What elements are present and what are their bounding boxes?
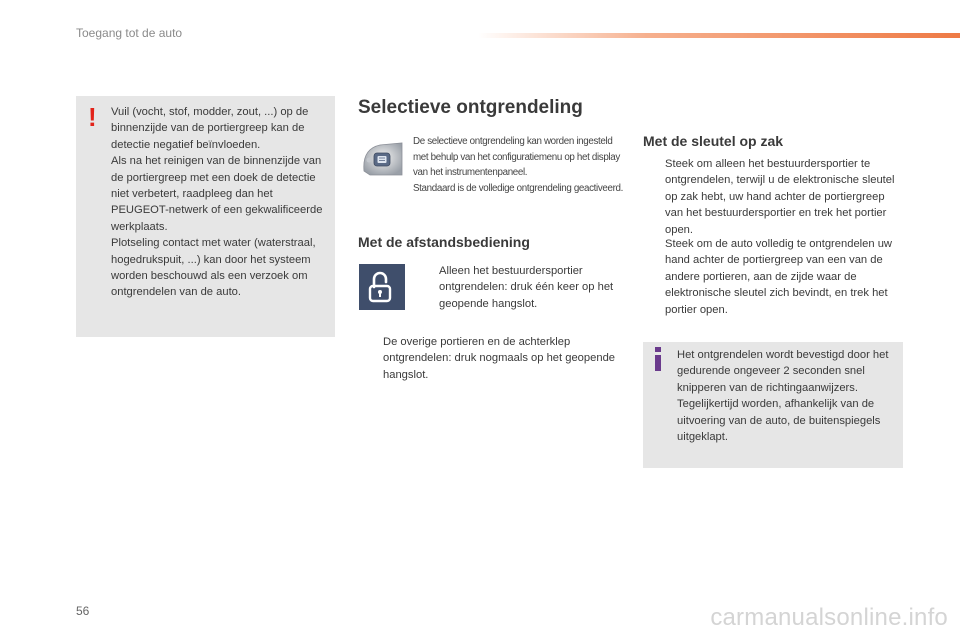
watermark: carmanualsonline.info — [710, 604, 948, 631]
warning-text — [111, 104, 331, 301]
remote-bullet-2-text: De overige portieren en de achterklep ontgrendelen: druk nogmaals op het geopende hangslot. — [383, 336, 616, 381]
config-text — [413, 134, 627, 196]
key-section-title: Met de sleutel op zak — [643, 133, 784, 149]
config-paragraph: De selectieve ontgrendeling kan worden ingesteld met behulp van het configuratiemenu op het display van het instrumentenpaneel. — [413, 136, 620, 179]
steering-wheel-button-icon — [360, 141, 406, 177]
key-bullet-2 — [643, 236, 905, 318]
remote-bullet-1 — [417, 263, 617, 312]
key-bullet-2-text: Steek om de auto volledig te ontgrendelen uw hand achter de portiergreep van een van de andere portieren, aan de zijde waar de elektronische sleutel zich bevindt, en trek het portier open. — [665, 238, 893, 316]
config-paragraph: Standaard is de volledige ontgrendeling geactiveerd. — [413, 182, 624, 194]
key-bullet-1-text: Steek om alleen het bestuurdersportier te ontgrendelen, terwijl u de elektronische sleutel op zak hebt, uw hand achter de portiergreep van het bestuurdersportier en trek het portier open. — [665, 158, 895, 236]
warning-paragraph: Vuil (vocht, stof, modder, zout, ...) op de binnenzijde van de portiergreep kan de detectie negatief beïnvloeden. — [111, 106, 309, 151]
info-text — [677, 347, 899, 445]
remote-section-title: Met de afstandsbediening — [358, 234, 530, 250]
info-icon — [653, 346, 663, 372]
info-box — [643, 342, 903, 468]
section-title: Toegang tot de auto — [76, 26, 183, 40]
remote-bullet-2 — [361, 334, 621, 383]
info-paragraph: Het ontgrendelen wordt bevestigd door het gedurende ongeveer 2 seconden snel knipperen van de richtingaanwijzers. — [677, 349, 889, 394]
warning-paragraph: Plotseling contact met water (waterstraal, hogedrukspuit, ...) kan door het systeem worden beschouwd als een verzoek om ontgrendelen van de auto. — [111, 237, 316, 299]
remote-bullet-1-text: Alleen het bestuurdersportier ontgrendelen: druk één keer op het geopende hangslot. — [439, 265, 614, 310]
unlock-padlock-icon — [359, 264, 405, 310]
header-accent-bar — [478, 33, 960, 38]
key-bullet-1 — [643, 156, 905, 238]
page-title: Selectieve ontgrendeling — [358, 97, 583, 118]
exclamation-warning-icon: ! — [88, 102, 97, 132]
warning-paragraph: Als na het reinigen van de binnenzijde van de portiergreep met een doek de detectie niet verbetert, raadpleeg dan het PEUGEOT-netwerk of een gekwalificeerde werkplaats. — [111, 155, 323, 233]
page-number: 56 — [76, 604, 90, 618]
info-paragraph: Tegelijkertijd worden, afhankelijk van de uitvoering van de auto, de buitenspiegels uitgeklapt. — [677, 398, 881, 444]
warning-box — [76, 96, 335, 337]
